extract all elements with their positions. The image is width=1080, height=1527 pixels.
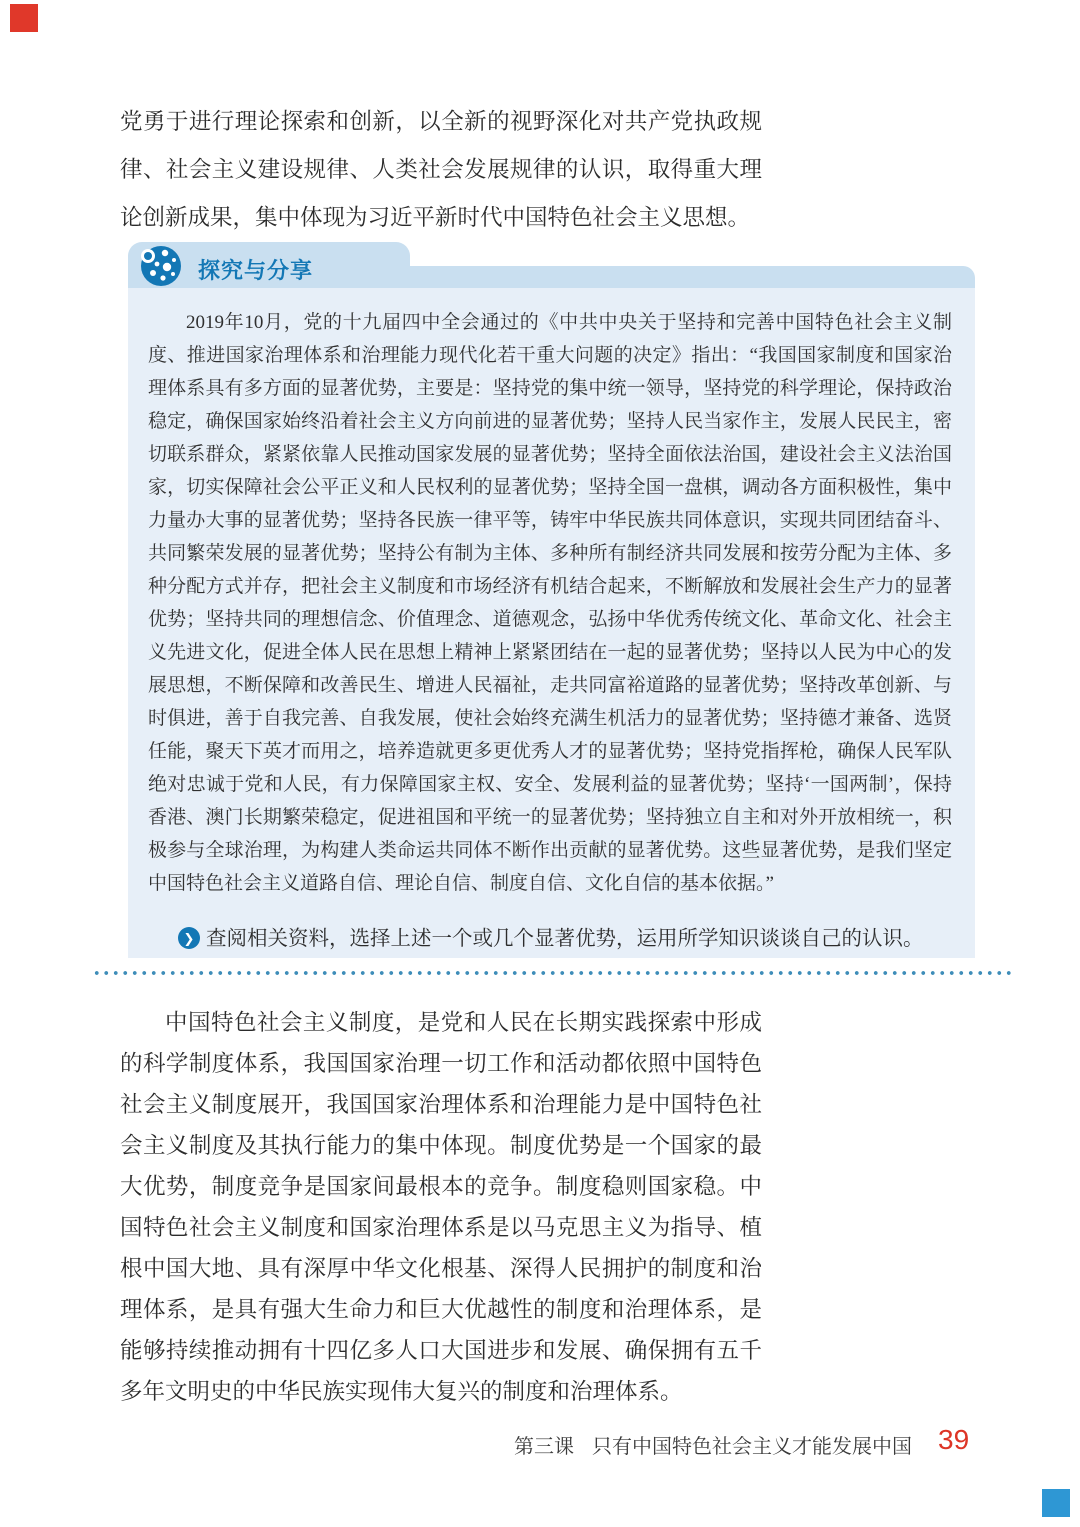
footer-course-label: 第三课 bbox=[514, 1436, 574, 1458]
intro-paragraph: 党勇于进行理论探索和创新，以全新的视野深化对共产党执政规律、社会主义建设规律、人类社会发展规律的认识，取得重大理论创新成果，集中体现为习近平新时代中国特色社会主义思想。 bbox=[120, 109, 762, 230]
explore-box-prompt: 查阅相关资料，选择上述一个或几个显著优势，运用所学知识谈谈自己的认识。 bbox=[206, 927, 924, 950]
page-number: 39 bbox=[938, 1424, 970, 1455]
main-paragraph: 中国特色社会主义制度，是党和人民在长期实践探索中形成的科学制度体系，我国国家治理一切工作和活动都依照中国特色社会主义制度展开，我国国家治理体系和治理能力是中国特色社会主义制度及其执行能力的集中体现。制度优势是一个国家的最大优势，制度竞争是国家间最根本的竞争。制度稳则国家稳。中国特色社会主义制度和国家治理体系是以马克思主义为指导、植根中国大地、具有深厚中华文化根基、深得人民拥护的制度和治理体系，是具有强大生命力和巨大优越性的制度和治理体系，是能够持续推动拥有十四亿多人口大国进步和发展、确保拥有五千多年文明史的中华民族实现伟大复兴的制度和治理体系。 bbox=[120, 1010, 762, 1404]
explore-box-prompt-row bbox=[178, 926, 958, 951]
footer-chapter-title: 只有中国特色社会主义才能发展中国 bbox=[592, 1436, 912, 1458]
explore-share-bubbles-icon bbox=[138, 244, 182, 288]
corner-mark-bottom-right bbox=[1042, 1489, 1070, 1517]
footer-chapter-line bbox=[118, 1430, 912, 1459]
arrow-bullet-icon: ❯ bbox=[178, 927, 200, 949]
explore-box-quote: 2019年10月，党的十九届四中全会通过的《中共中央关于坚持和完善中国特色社会主义制度、推进国家治理体系和治理能力现代化若干重大问题的决定》指出：“我国国家制度和国家治理体系具有多方面的显著优势，主要是：坚持党的集中统一领导，坚持党的科学理论，保持政治稳定，确保国家始终沿着社会主义方向前进的显著优势；坚持人民当家作主，发展人民民主，密切联系群众，紧紧依靠人民推动国家发展的显著优势；坚持全面依法治国，建设社会主义法治国家，切实保障社会公平正义和人民权利的显著优势；坚持全国一盘棋，调动各方面积极性，集中力量办大事的显著优势；坚持各民族一律平等，铸牢中华民族共同体意识，实现共同团结奋斗、共同繁荣发展的显著优势；坚持公有制为主体、多种所有制经济共同发展和按劳分配为主体、多种分配方式并存，把社会主义制度和市场经济有机结合起来，不断解放和发展社会生产力的显著优势；坚持共同的理想信念、价值理念、道德观念，弘扬中华优秀传统文化、革命文化、社会主义先进文化，促进全体人民在思想上精神上紧紧团结在一起的显著优势；坚持以人民为中心的发展思想，不断保障和改善民生、增进人民福祉，走共同富裕道路的显著优势；坚持改革创新、与时俱进，善于自我完善、自我发展，使社会始终充满生机活力的显著优势；坚持德才兼备、选贤任能，聚天下英才而用之，培养造就更多更优秀人才的显著优势；坚持党指挥枪，确保人民军队绝对忠诚于党和人民，有力保障国家主权、安全、发展利益的显著优势；坚持‘一国两制’，保持香港、澳门长期繁荣稳定，促进祖国和平统一的显著优势；坚持独立自主和对外开放相统一，积极参与全球治理，为构建人类命运共同体不断作出贡献的显著优势。这些显著优势，是我们坚定中国特色社会主义道路自信、理论自信、制度自信、文化自信的基本依据。” bbox=[148, 312, 952, 894]
explore-box-title: 探究与分享 bbox=[198, 258, 314, 283]
corner-mark-top-left bbox=[10, 4, 38, 32]
dotted-separator bbox=[92, 970, 1012, 976]
